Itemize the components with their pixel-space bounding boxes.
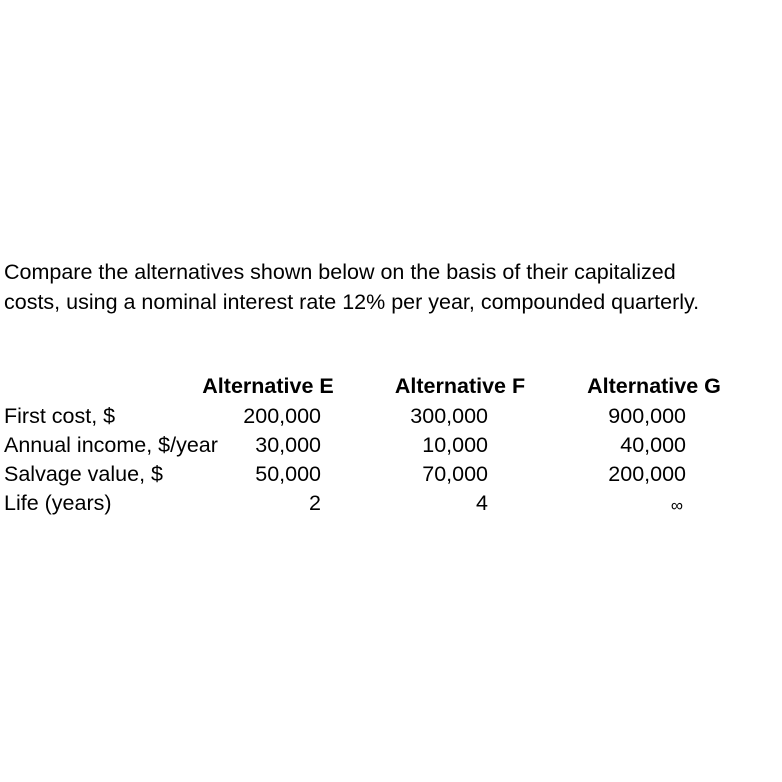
problem-statement	[4, 257, 780, 317]
salvage-value-f: 70,000	[422, 462, 488, 486]
annual-income-f: 10,000	[422, 433, 488, 457]
annual-income-g: 40,000	[620, 433, 686, 457]
salvage-value-g: 200,000	[608, 462, 686, 486]
first-cost-f: 300,000	[410, 404, 488, 428]
life-f: 4	[476, 491, 488, 515]
row-label-first-cost: First cost, $	[4, 404, 116, 428]
problem-line-1: Compare the alternatives shown below on the basis of their capitalized	[4, 260, 676, 284]
header-alternative-e: Alternative E	[202, 374, 334, 398]
first-cost-g: 900,000	[608, 404, 686, 428]
header-alternative-f: Alternative F	[394, 374, 526, 398]
header-alternative-g: Alternative G	[587, 374, 721, 398]
row-label-annual-income: Annual income, $/year	[4, 433, 218, 457]
annual-income-e: 30,000	[255, 433, 321, 457]
row-label-life: Life (years)	[4, 491, 112, 515]
first-cost-e: 200,000	[243, 404, 321, 428]
life-g: ∞	[670, 496, 683, 515]
life-e: 2	[309, 491, 321, 515]
row-label-salvage-value: Salvage value, $	[4, 462, 163, 486]
salvage-value-e: 50,000	[255, 462, 321, 486]
problem-line-2: costs, using a nominal interest rate 12% per year, compounded quarterly.	[4, 290, 700, 314]
